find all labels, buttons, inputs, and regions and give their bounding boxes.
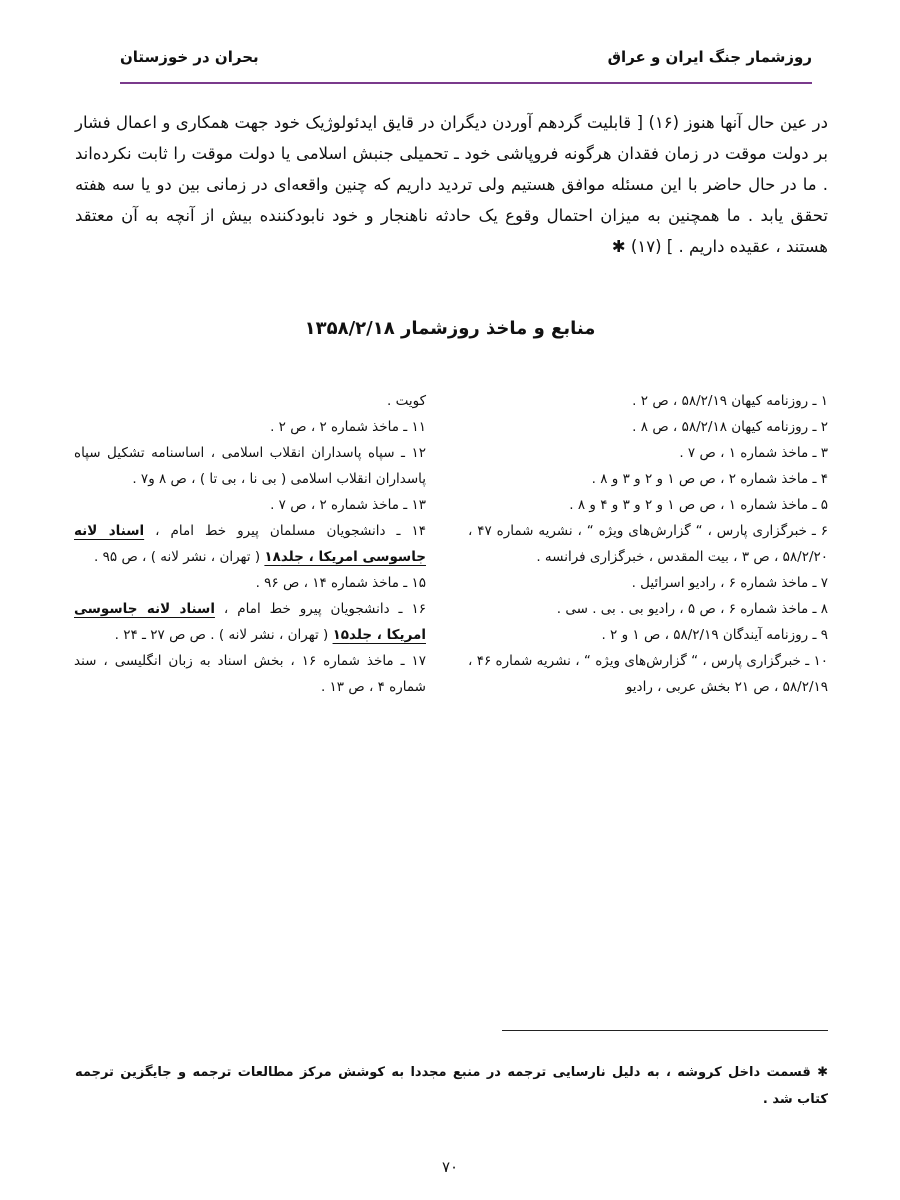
reference-bold-title: اسناد لانه جاسوسی امریکا ، جلد۱۸ <box>74 523 426 565</box>
reference-item: ۹ ـ روزنامه آیندگان ۵۸/۲/۱۹ ، ص ۱ و ۲ . <box>601 627 828 643</box>
reference-author: ۱۶ ـ دانشجویان پیرو خط امام ، <box>214 601 426 617</box>
sources-title: منابع و ماخذ روزشمار ۱۳۵۸/۲/۱۸ <box>304 318 596 339</box>
references-right-column <box>468 388 828 700</box>
reference-item: ۸ ـ ماخذ شماره ۶ ، ص ۵ ، رادیو بی . بی . سی . <box>556 601 828 617</box>
reference-item: ۱۱ ـ ماخذ شماره ۲ ، ص ۲ . <box>270 419 426 435</box>
reference-item: ۳ ـ ماخذ شماره ۱ ، ص ۷ . <box>679 445 828 461</box>
reference-item: ۲ ـ روزنامه کیهان ۵۸/۲/۱۸ ، ص ۸ . <box>632 419 828 435</box>
reference-item: ۱۰ ـ خبرگزاری پارس ، “ گزارش‌های ویژه “ ، نشریه شماره ۴۶ ، ۵۸/۲/۱۹ ، ص ۲۱ بخش عربی ، رادیو <box>468 653 828 695</box>
reference-author: ۱۴ ـ دانشجویان مسلمان پیرو خط امام ، <box>144 523 427 539</box>
reference-publisher: ( تهران ، نشر لانه ) ، ص ۹۵ . <box>94 549 265 565</box>
page-number: ۷۰ <box>441 1158 459 1176</box>
reference-continuation: کویت . <box>387 393 426 409</box>
reference-item: ۷ ـ ماخذ شماره ۶ ، رادیو اسرائیل . <box>631 575 828 591</box>
reference-publisher: ( تهران ، نشر لانه ) . ص ص ۲۷ ـ ۲۴ . <box>114 627 333 643</box>
reference-item: ۱۵ ـ ماخذ شماره ۱۴ ، ص ۹۶ . <box>255 575 426 591</box>
references-left-column <box>74 388 426 700</box>
book-title: روزشمار جنگ ایران و عراق <box>607 48 812 66</box>
footnote-divider <box>502 1030 828 1031</box>
footnote: ✱ قسمت داخل کروشه ، به دلیل نارسایی ترجمه در منبع مجددا به کوشش مرکز مطالعات ترجمه و جایگزین ترجمه کتاب شد . <box>75 1065 828 1107</box>
reference-item: ۱ ـ روزنامه کیهان ۵۸/۲/۱۹ ، ص ۲ . <box>632 393 828 409</box>
reference-item: ۱۳ ـ ماخذ شماره ۲ ، ص ۷ . <box>270 497 426 513</box>
body-paragraph: در عین حال آنها هنوز (۱۶) [ قابلیت گردهم آوردن دیگران در قایق ایدئولوژیک خود جهت همکاری و اعمال فشار بر دولت موقت در زمان فقدان هرگونه فروپاشی خود ـ تحمیلی جنبش اسلامی یا دولت موقت را ثابت نکرده‌اند . ما در حال حاضر با این مسئله موافق هستیم ولی تردید داریم که چنین واقعه‌ای در زمانی بین دو یا سه هفته تحقق یابد . ما همچنین به میزان احتمال وقوع یک حادثه ناهنجار و خود نابودکننده بیش از آنچه به آن معتقد هستند ، عقیده داریم . ] (۱۷) ✱ <box>75 112 828 256</box>
reference-item: ۱۲ ـ سپاه پاسداران انقلاب اسلامی ، اساسنامه تشکیل سپاه پاسداران انقلاب اسلامی ( بی نا ، بی تا ) ، ص ۸ و۷ . <box>74 445 426 487</box>
chapter-title: بحران در خوزستان <box>120 48 259 66</box>
reference-item: ۶ ـ خبرگزاری پارس ، “ گزارش‌های ویژه “ ، نشریه شماره ۴۷ ، ۵۸/۲/۲۰ ، ص ۳ ، بیت المقدس ، خبرگزاری فرانسه . <box>468 523 829 565</box>
reference-bold-title: اسناد لانه جاسوسی امریکا ، جلد۱۵ <box>74 601 426 643</box>
running-header <box>120 48 812 78</box>
reference-item <box>74 518 426 570</box>
reference-item: ۴ ـ ماخذ شماره ۲ ، ص ص ۱ و ۲ و ۳ و ۸ . <box>591 471 828 487</box>
reference-item: ۵ ـ ماخذ شماره ۱ ، ص ص ۱ و ۲ و ۳ و ۴ و ۸ . <box>569 497 828 513</box>
reference-item: ۱۷ ـ ماخذ شماره ۱۶ ، بخش اسناد به زبان انگلیسی ، سند شماره ۴ ، ص ۱۳ . <box>74 653 426 695</box>
reference-item <box>74 596 426 648</box>
header-divider <box>120 82 812 84</box>
